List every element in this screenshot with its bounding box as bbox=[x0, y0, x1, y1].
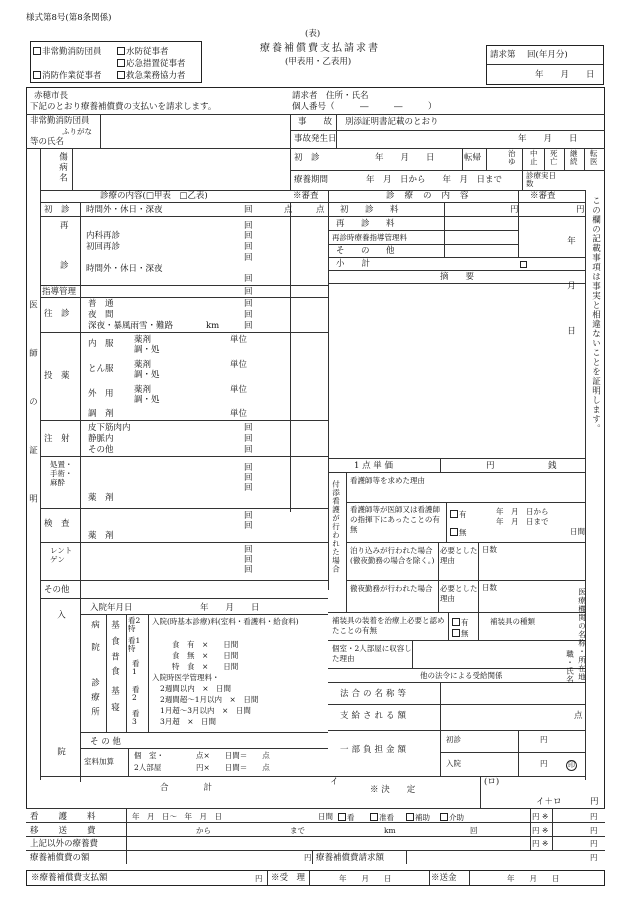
nursing-type-caregiver[interactable]: 介助 bbox=[440, 813, 464, 822]
row-medication: 投 薬 bbox=[44, 371, 70, 381]
other-law-label: 他の法令による受給関係 bbox=[420, 671, 503, 680]
total-label: 合 計 bbox=[160, 783, 219, 793]
times-col: 回 bbox=[244, 565, 253, 575]
unit-prep-2: 調・処 bbox=[134, 370, 160, 380]
disease-name-label: 傷病名 bbox=[57, 152, 68, 184]
row-onetime-med: とん服 bbox=[88, 364, 114, 374]
unit-unit-1: 単位 bbox=[230, 335, 248, 345]
unit-unit-4: 単位 bbox=[230, 409, 248, 419]
transport-km: km bbox=[384, 826, 396, 835]
days-label-1: 日数 bbox=[482, 545, 497, 554]
row-guidance: 指導管理 bbox=[42, 287, 77, 297]
nursing-type-assistant-nurse[interactable]: 准看 bbox=[370, 813, 394, 822]
outcome-option-transfer[interactable]: 転医 bbox=[590, 149, 598, 166]
payment-box bbox=[26, 870, 605, 886]
device-no[interactable]: 無 bbox=[452, 629, 469, 638]
partial-hospital-yen: 円 bbox=[540, 759, 548, 768]
room-fee-label: 室料加算 bbox=[84, 757, 114, 766]
nursing-fee-period: 年 月 日～ 年 月 日 bbox=[132, 812, 222, 821]
row-initial-revisit: 初回再診 bbox=[86, 242, 121, 252]
transport-label: 移 送 費 bbox=[30, 826, 97, 836]
times-col: 回 bbox=[244, 253, 253, 263]
category-checkbox-5[interactable]: 救急業務協力者 bbox=[117, 71, 186, 81]
unit-unit-3: 単位 bbox=[230, 385, 248, 395]
nursing-type-helper[interactable]: 補助 bbox=[406, 813, 430, 822]
compensation-request-yen: 円 bbox=[590, 853, 598, 862]
admission-date: 年 月 日 bbox=[200, 603, 260, 613]
sent-date: 年 月 日 bbox=[507, 874, 560, 883]
times-col: 回 bbox=[244, 299, 253, 309]
nursing-from: 年 月 日から bbox=[496, 507, 549, 516]
times-col: 回 bbox=[244, 321, 253, 331]
nursing-fee-label: 看 護 料 bbox=[30, 812, 97, 822]
decision-label: ※ 決 定 bbox=[370, 785, 416, 795]
partial-first: 初診 bbox=[446, 735, 461, 744]
partial-first-yen: 円 bbox=[540, 735, 548, 744]
review-mark-left: ※審査 bbox=[293, 191, 319, 201]
paid-amount-label: 支給される額 bbox=[340, 711, 410, 721]
point-unit-sen: 銭 bbox=[548, 461, 557, 471]
inpatient-line-3: 食 無 × 日間 bbox=[172, 651, 239, 660]
row-normal: 普 通 bbox=[88, 299, 114, 309]
times-col: 回 bbox=[244, 473, 253, 483]
id-number-field[interactable]: 個人番号（ ― ― ） bbox=[292, 102, 437, 112]
unit-times-1: 回 bbox=[244, 205, 253, 215]
basic-bed-label: 基寝 bbox=[109, 686, 120, 719]
row-internal-med: 内 服 bbox=[88, 339, 114, 349]
times-col: 回 bbox=[244, 423, 253, 433]
times-col: 回 bbox=[244, 221, 253, 231]
unit-km: km bbox=[206, 321, 220, 331]
request-date: 年 月 日 bbox=[535, 70, 595, 80]
inpatient-line-6: 2週間以内 × 日間 bbox=[160, 684, 232, 693]
nursing-supervision: 看護師等が医師又は看護師の指揮下にあったことの有無 bbox=[350, 505, 440, 534]
right-title: 診療の内容 bbox=[386, 191, 479, 201]
times-col: 回 bbox=[244, 545, 253, 555]
furigana-label: ふりがな bbox=[62, 127, 92, 136]
nursing-type-nurse[interactable]: 看 bbox=[338, 813, 355, 822]
times-col: 回 bbox=[244, 511, 253, 521]
actual-days-label: 診療実日数 bbox=[526, 171, 556, 188]
row-intravenous: 静脈内 bbox=[88, 434, 114, 444]
supervision-yes[interactable]: 有 bbox=[450, 510, 467, 519]
item-revisit-guidance-fee: 再診時療養指導管理料 bbox=[332, 233, 407, 242]
row-internal-revisit: 内科再診 bbox=[86, 231, 121, 241]
transport-yen-2: 円 bbox=[590, 826, 598, 835]
row-other: その他 bbox=[44, 585, 70, 595]
incident-date-label: 事故発生日 bbox=[294, 134, 337, 144]
transport-times: 回 bbox=[470, 826, 478, 835]
clinic-name-address: 医療機関の名称・所在地 bbox=[577, 588, 587, 682]
category-checkbox-3[interactable]: 応急措置従事者 bbox=[117, 59, 186, 69]
times-col: 回 bbox=[244, 555, 253, 565]
member-name-label-2: 等の氏名 bbox=[30, 137, 65, 147]
item-subtotal: 小 計 bbox=[336, 259, 371, 269]
treatment-section-title: 診療の内容(□甲表 □乙表) bbox=[100, 191, 208, 201]
other-fee-check: ※ bbox=[542, 839, 549, 848]
other-fee-yen: 円 bbox=[532, 839, 540, 848]
form-side: (表) bbox=[305, 29, 321, 39]
nursing-reason: 看護師等を求めた理由 bbox=[350, 476, 425, 485]
unit-drug-2: 薬剤 bbox=[134, 360, 152, 370]
category-box bbox=[30, 41, 202, 83]
outcome-option-continue[interactable]: 継続 bbox=[570, 149, 578, 166]
period-label: 療養期間 bbox=[294, 175, 329, 185]
unit-drug-3: 薬剤 bbox=[134, 385, 152, 395]
page-title: 療養補償費支払請求書 bbox=[260, 43, 380, 54]
code-nurse1-special: 看1特 bbox=[128, 636, 141, 653]
row-xray: レントゲン bbox=[50, 546, 73, 564]
category-checkbox-2[interactable]: 水防従事者 bbox=[117, 47, 169, 57]
clinic-label: 診療所 bbox=[89, 678, 100, 722]
summary-label: 摘 要 bbox=[440, 272, 475, 282]
incident-label: 事 故 bbox=[298, 117, 333, 127]
normal-meal-label: 普食 bbox=[109, 652, 120, 681]
nursing-side-label: 付添看護が行われた場合 bbox=[331, 480, 341, 574]
row-revisit-1: 再 bbox=[60, 221, 69, 231]
sent-label: ※送金 bbox=[431, 873, 457, 883]
row-subcutaneous: 皮下筋肉内 bbox=[88, 423, 131, 433]
code-nurse1: 看1 bbox=[132, 659, 140, 676]
compensation-amount-yen: 円 bbox=[304, 853, 312, 862]
compensation-request-label: 療養補償費請求額 bbox=[316, 853, 385, 863]
transport-yen: 円 bbox=[532, 826, 540, 835]
period-value: 年 月 日から 年 月 日まで bbox=[366, 175, 503, 185]
item-first-visit-yen-2: 円 bbox=[576, 205, 585, 215]
row-injection-other: その他 bbox=[88, 445, 114, 455]
supervision-no[interactable]: 無 bbox=[450, 528, 467, 537]
nursing-fee-yen-2: 円 bbox=[590, 812, 598, 821]
inpatient-line-7: 2週間超～1月以内 × 日間 bbox=[160, 695, 259, 704]
other-fee-label: 上記以外の療養費 bbox=[30, 839, 99, 849]
times-col: 回 bbox=[244, 445, 253, 455]
total-i-mark: イ bbox=[330, 777, 339, 787]
device-type: 補装具の種類 bbox=[490, 617, 535, 626]
times-col: 回 bbox=[244, 274, 253, 284]
transport-check: ※ bbox=[542, 826, 549, 835]
row-midnight: 深夜・暴風雨雪・難路 bbox=[88, 321, 174, 331]
room-calc-2: 円× 日間＝ 点 bbox=[196, 763, 270, 772]
code-nurse2: 看2 bbox=[132, 685, 140, 702]
inpatient-line-4: 特 食 × 日間 bbox=[172, 662, 239, 671]
received-date: 年 月 日 bbox=[339, 874, 392, 883]
times-col: 回 bbox=[244, 463, 253, 473]
doctor-proof-label: 医師の証明 bbox=[27, 300, 38, 543]
received-label: ※受 理 bbox=[271, 873, 306, 883]
page-subtitle: (甲表用・乙表用) bbox=[285, 57, 352, 67]
item-first-visit-yen: 円 bbox=[510, 205, 519, 215]
row-examination: 検 査 bbox=[44, 519, 70, 529]
nursing-fee-check: ※ bbox=[542, 812, 549, 821]
code-nurse3: 看3 bbox=[132, 709, 140, 726]
nursing-days: 日間 bbox=[570, 527, 585, 536]
inpatient-line-2: 食 有 × 日間 bbox=[172, 640, 239, 649]
partial-payment-label: 一部負担金額 bbox=[340, 745, 410, 755]
certification-statement: この欄の記載事項は事実と相違ないことを証明します。 bbox=[590, 196, 601, 434]
admission-date-label: 入院年月日 bbox=[90, 603, 133, 613]
other-fee-yen-2: 円 bbox=[590, 839, 598, 848]
compensation-amount-label: 療養補償費の額 bbox=[30, 853, 90, 863]
request-no-suffix: 回(年月分) bbox=[527, 50, 568, 60]
row-external-med: 外 用 bbox=[88, 389, 114, 399]
subtotal-check[interactable] bbox=[520, 261, 527, 268]
inpatient-line-9: 3月超 × 日間 bbox=[160, 717, 217, 726]
overnight-nursing: 徹夜勤務が行われた場合 bbox=[350, 584, 433, 593]
payment-yen: 円 bbox=[255, 874, 263, 883]
unit-drug-1: 薬剤 bbox=[134, 335, 152, 345]
room-type-double: 2人部屋 bbox=[134, 763, 162, 772]
row-revisit-2: 診 bbox=[60, 261, 69, 271]
request-statement: 下記のとおり療養補償費の支払いを請求します。 bbox=[30, 102, 217, 112]
request-no-label: 請求第 bbox=[490, 50, 516, 60]
total-yen: 円 bbox=[590, 797, 599, 807]
times-col: 回 bbox=[244, 310, 253, 320]
private-room-reason: 個室・2人部屋に収容した理由 bbox=[332, 644, 412, 663]
i-plus-ro: イ＋ロ bbox=[536, 797, 562, 807]
times-col: 回 bbox=[244, 483, 253, 493]
law-name-label: 法合の名称等 bbox=[340, 689, 410, 699]
days-label-2: 日数 bbox=[482, 583, 497, 592]
paid-amount-unit: 点 bbox=[574, 711, 583, 721]
inpatient-label: 入 院 bbox=[55, 610, 66, 816]
nursing-fee-yen: 円 bbox=[532, 812, 540, 821]
device-yes[interactable]: 有 bbox=[452, 618, 469, 627]
times-col: 回 bbox=[244, 521, 253, 531]
requester-label: 請求者 住所・氏名 bbox=[292, 91, 369, 101]
stay-in-nursing: 泊り込みが行われた場合(徹夜勤務の場合を除く。) bbox=[350, 546, 435, 565]
ward-label: 病院 bbox=[89, 620, 100, 665]
room-calc-1: 点× 日間＝ 点 bbox=[196, 751, 270, 760]
times-col: 回 bbox=[244, 434, 253, 444]
row-injection: 注 射 bbox=[44, 434, 70, 444]
request-box bbox=[486, 45, 604, 85]
outcome-label: 転帰 bbox=[464, 153, 482, 163]
review-mark-right: ※審査 bbox=[530, 191, 556, 201]
incident-value: 別添証明書記載のとおり bbox=[345, 117, 439, 127]
point-unit-yen: 円 bbox=[486, 461, 495, 471]
row-drug-1: 薬 剤 bbox=[88, 493, 114, 503]
nursing-to: 年 月 日まで bbox=[496, 517, 549, 526]
payment-label: ※療養補償費支払額 bbox=[31, 873, 108, 883]
first-visit-date: 年 月 日 bbox=[375, 153, 435, 163]
category-checkbox-1[interactable]: 非常勤消防団員 bbox=[33, 47, 102, 57]
outcome-option-stop[interactable]: 中止 bbox=[530, 149, 538, 166]
inpatient-line-1: 入院(時基本診療)料(室料・看護料・給食料) bbox=[152, 617, 299, 626]
item-other: そ の 他 bbox=[336, 246, 399, 256]
times-col: 回 bbox=[244, 231, 253, 241]
room-type-private: 個 室・ bbox=[134, 751, 164, 760]
unit-prep-3: 調・処 bbox=[134, 395, 160, 405]
outcome-option-cure[interactable]: 治ゆ bbox=[508, 149, 516, 166]
ro-mark: (ロ) bbox=[484, 777, 500, 787]
unit-unit-2: 単位 bbox=[230, 360, 248, 370]
transport-from: から bbox=[196, 826, 211, 835]
first-visit-label: 初 診 bbox=[294, 153, 320, 163]
seal-mark: 印 bbox=[568, 761, 575, 769]
row-procedure: 処置・手術・麻酔 bbox=[50, 460, 73, 487]
times-col: 回 bbox=[244, 287, 253, 297]
basic-meal-label: 基食 bbox=[109, 620, 120, 653]
unit-points-1: 点 bbox=[284, 205, 293, 215]
transport-to: まで bbox=[290, 826, 305, 835]
times-col: 回 bbox=[244, 242, 253, 252]
form-number: 様式第8号(第8条関係) bbox=[26, 13, 112, 23]
doctor-name: 職・氏名 bbox=[565, 650, 575, 684]
row-night: 夜 間 bbox=[88, 310, 114, 320]
point-unit-price-label: 1 点 単 価 bbox=[354, 461, 394, 471]
inpatient-other: そ の 他 bbox=[90, 737, 121, 747]
inpatient-line-5: 入院時医学管理料・ bbox=[152, 673, 220, 682]
necessity-1: 必要とした理由 bbox=[440, 546, 478, 565]
row-dispensing: 調 剤 bbox=[88, 409, 114, 419]
category-checkbox-4[interactable]: 消防作業従事者 bbox=[33, 71, 102, 81]
inpatient-line-8: 1月超～3月以内 × 日間 bbox=[160, 706, 251, 715]
certify-date: 年 月 日 bbox=[565, 236, 576, 349]
unit-prep-1: 調・処 bbox=[134, 345, 160, 355]
item-first-visit-fee: 初 診 料 bbox=[340, 205, 403, 215]
row-house-call: 往 診 bbox=[44, 309, 70, 319]
necessity-2: 必要とした理由 bbox=[440, 584, 478, 603]
partial-hospital: 入院 bbox=[446, 759, 461, 768]
addressee: 赤穂市長 bbox=[34, 91, 69, 101]
device-necessity: 補装具の装着を治療上必要と認めたことの有無 bbox=[332, 616, 445, 635]
code-nurse2-special: 看2特 bbox=[128, 616, 141, 633]
incident-date: 年 月 日 bbox=[518, 134, 578, 144]
outcome-option-death[interactable]: 死亡 bbox=[550, 149, 558, 166]
nursing-fee-days: 日間 bbox=[318, 812, 333, 821]
member-name-label: 非常勤消防団員 bbox=[30, 116, 90, 126]
row-drug-2: 薬 剤 bbox=[88, 531, 114, 541]
item-revisit-fee: 再 診 料 bbox=[336, 219, 399, 229]
row-first-visit: 初 診 bbox=[44, 205, 70, 215]
row-after-hours-1: 時間外・休日・深夜 bbox=[86, 205, 163, 215]
unit-points-2: 点 bbox=[316, 205, 325, 215]
row-after-hours-2: 時間外・休日・深夜 bbox=[86, 264, 163, 274]
